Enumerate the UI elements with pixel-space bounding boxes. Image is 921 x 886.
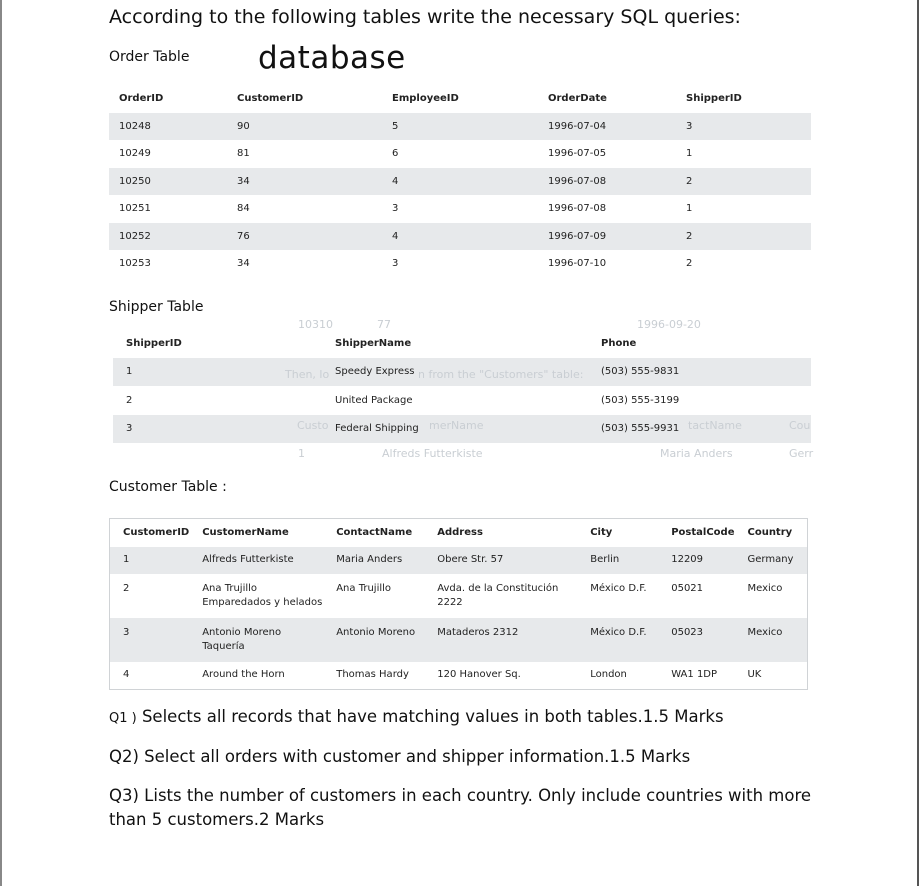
table-row [109,195,811,223]
page-border-right [917,0,919,886]
order-header-cell: OrderID [119,93,164,105]
table-cell: 2 [686,175,693,187]
order-header-cell: EmployeeID [392,93,459,105]
table-cell: Alfreds Futterkiste [202,554,294,565]
table-cell: 2 [123,582,130,594]
table-row [109,140,811,168]
table-row [110,574,808,618]
table-cell: 4 [123,669,130,681]
table-row [110,618,808,662]
table-cell: United Package [335,394,413,406]
table-cell: 34 [237,175,250,187]
table-cell: 10253 [119,258,151,270]
table-cell: 10251 [119,203,151,215]
table-cell: 1996-07-09 [548,230,607,242]
page-border-left [0,0,2,886]
question-2: Q2) Select all orders with customer and shipper information.1.5 Marks [109,747,691,766]
table-cell: Thomas Hardy [336,669,409,681]
order-header-cell: CustomerID [237,93,304,105]
ghost-text: Custo [297,419,329,432]
table-cell: 90 [237,120,250,132]
table-cell: 3 [686,120,693,132]
order-header-row [109,85,811,113]
table-cell: 10252 [119,230,151,242]
ghost-text: 77 [377,318,391,331]
ghost-text: Maria Anders [660,447,733,460]
table-cell: Ana Trujillo Emparedados y helados [202,582,323,608]
table-row [113,386,811,415]
question-1 [109,705,829,731]
table-cell: 1 [123,554,130,565]
table-cell: Speedy Express [335,366,415,378]
table-cell: 3 [392,258,399,270]
table-cell: 10250 [119,175,151,187]
customer-table-label: Customer Table : [109,479,227,495]
table-cell: 1996-07-08 [548,203,607,215]
table-row [109,113,811,141]
customer-header-cell: Country [747,526,793,538]
table-cell: 4 [392,175,399,187]
table-cell: (503) 555-3199 [601,394,680,406]
table-cell: 1 [126,366,133,378]
ghost-text: tactName [688,419,742,432]
table-cell: Maria Anders [336,554,403,565]
table-cell: Obere Str. 57 [437,554,504,565]
table-cell: 05021 [671,582,704,594]
ghost-text: Alfreds Futterkiste [382,447,483,460]
customer-header-cell: CustomerID [123,526,190,538]
ghost-text: Gerr [789,447,814,460]
table-cell: 3 [392,203,399,215]
ghost-text: n from the "Customers" table: [418,368,584,381]
customer-header-cell: City [590,526,613,538]
table-cell: 1996-07-10 [548,258,607,270]
table-cell: 5 [392,120,399,132]
customer-header-cell: CustomerName [202,526,289,538]
customer-header-cell: Address [437,526,483,538]
table-cell: 76 [237,230,250,242]
shipper-table-label: Shipper Table [109,299,204,315]
customer-header-cell: PostalCode [671,526,735,538]
question-1-prefix: Q1 ) [109,711,137,726]
table-cell: Antonio Moreno [336,626,416,638]
table-cell: 120 Hanover Sq. [437,669,521,681]
shipper-header-row [113,329,811,358]
ghost-text: Then, lo [285,368,330,381]
table-cell: Avda. de la Constitución 2222 [437,582,559,608]
order-header-cell: ShipperID [686,93,742,105]
table-cell: 3 [123,626,130,638]
table-cell: UK [747,669,762,681]
table-cell: (503) 555-9831 [601,366,680,378]
table-row [109,168,811,196]
table-cell: Ana Trujillo [336,582,392,594]
table-cell: 12209 [671,554,704,565]
table-cell: Germany [747,554,794,565]
table-cell: Mataderos 2312 [437,626,519,638]
table-cell: 6 [392,148,399,160]
table-cell: 4 [392,230,399,242]
table-cell: 2 [686,230,693,242]
table-cell: México D.F. [590,626,647,638]
customer-header-cell: ContactName [336,526,413,538]
customer-table [109,518,808,690]
table-cell: WA1 1DP [671,669,718,681]
table-row [109,223,811,251]
table-cell: 05023 [671,626,704,638]
table-cell: (503) 555-9931 [601,423,680,435]
table-cell: Mexico [747,582,783,594]
customer-header-row [110,519,808,547]
table-cell: London [590,669,627,681]
table-cell: 1996-07-05 [548,148,607,160]
page-heading: According to the following tables write the necessary SQL queries: [109,6,741,28]
table-cell: 84 [237,203,250,215]
table-cell: 2 [126,394,133,406]
shipper-header-cell: ShipperID [126,337,182,349]
table-cell: Antonio Moreno Taquería [202,626,282,652]
table-cell: 34 [237,258,250,270]
table-cell: 10248 [119,120,151,132]
table-cell: México D.F. [590,582,647,594]
ghost-text: 1996-09-20 [637,318,701,331]
order-header-cell: OrderDate [548,93,607,105]
table-cell: 1 [686,148,693,160]
question-3: Q3) Lists the number of customers in each country. Only include countries with more than 5 customers.2 Marks [109,786,812,829]
ghost-text: 1 [298,447,305,460]
table-cell: Federal Shipping [335,423,419,435]
table-cell: Around the Horn [202,669,285,681]
shipper-header-cell: Phone [601,337,637,349]
table-cell: Berlin [590,554,620,565]
table-cell: 81 [237,148,250,160]
question-1-text: Selects all records that have matching values in both tables.1.5 Marks [136,707,724,726]
ghost-text: merName [429,419,484,432]
ghost-text: 10310 [298,318,333,331]
table-cell: 1996-07-08 [548,175,607,187]
table-cell: 10249 [119,148,151,160]
table-cell: Mexico [747,626,783,638]
table-cell: 1996-07-04 [548,120,607,132]
table-row [109,250,811,278]
table-row [110,662,808,690]
table-cell: 1 [686,203,693,215]
shipper-header-cell: ShipperName [335,337,412,349]
table-row [110,547,808,574]
table-cell: 2 [686,258,693,270]
order-table-label: Order Table [109,49,190,65]
ghost-text: Cou [789,419,811,432]
table-cell: 3 [126,423,133,435]
order-table [109,85,811,278]
database-title: database [258,40,406,76]
